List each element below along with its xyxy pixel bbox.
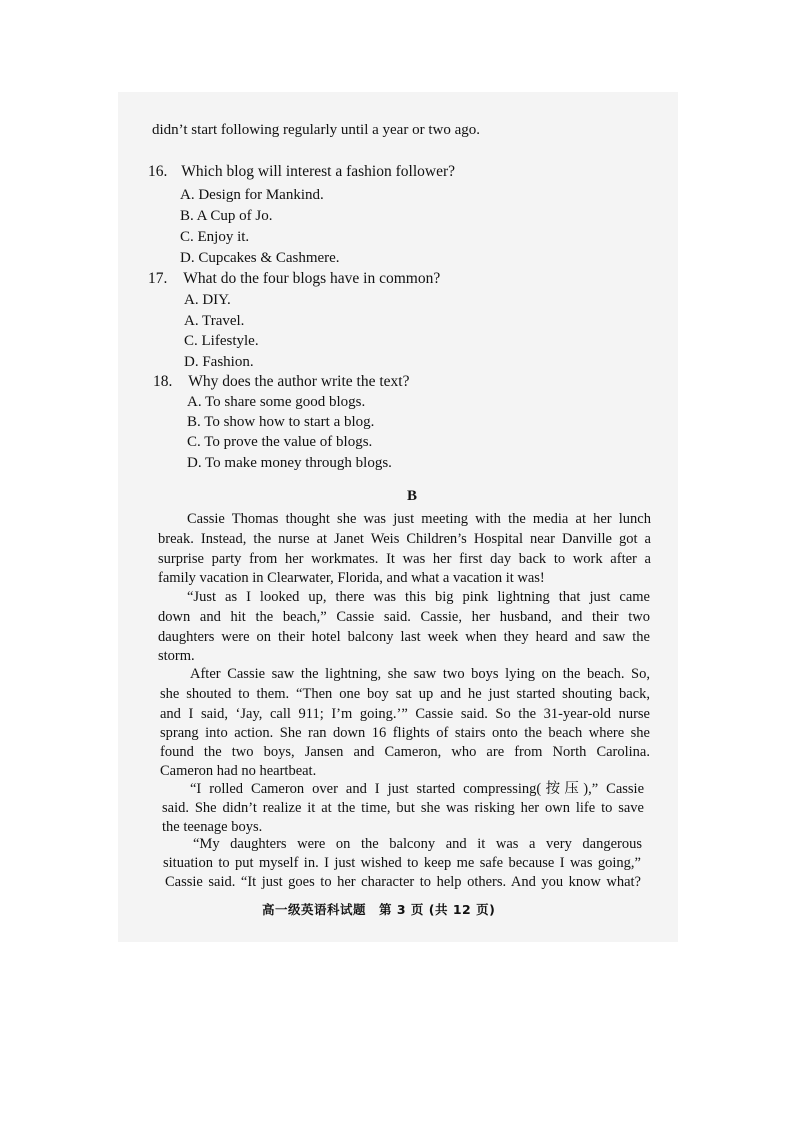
passage-line: down and hit the beach,” Cassie said. Cassie, her husband, and their two bbox=[158, 609, 650, 625]
passage-line: said. She didn’t realize it at the time, but she was risking her own life to save bbox=[162, 800, 644, 816]
passage-line: she shouted to them. “Then one boy sat up and he just started shouting back, bbox=[160, 686, 650, 702]
passage-line: situation to put myself in. I just wished to keep me safe because I was going,” bbox=[163, 855, 641, 871]
passage-line: Cassie Thomas thought she was just meeting with the media at her lunch bbox=[187, 511, 651, 527]
question-stem: Why does the author write the text? bbox=[188, 373, 410, 390]
question-number: 17. bbox=[148, 270, 168, 287]
passage-line: sprang into action. She ran down 16 flights of stairs onto the beach where she bbox=[160, 725, 650, 741]
option-18-a: A. To share some good blogs. bbox=[187, 394, 366, 410]
passage-line: and I said, ‘Jay, call 911; I’m going.’” Cassie said. So the 31-year-old nurse bbox=[160, 706, 650, 722]
passage-line: “Just as I looked up, there was this big pink lightning that just came bbox=[187, 589, 650, 605]
question-stem: What do the four blogs have in common? bbox=[183, 270, 441, 287]
passage-line: break. Instead, the nurse at Janet Weis Children’s Hospital near Danville got a bbox=[158, 531, 651, 547]
passage-line: surprise party from her workmates. It was her first day back to work after a bbox=[158, 551, 651, 567]
continuation-line: didn’t start following regularly until a year or two ago. bbox=[152, 122, 480, 138]
passage-line: After Cassie saw the lightning, she saw two boys lying on the beach. So, bbox=[190, 666, 650, 682]
option-18-d: D. To make money through blogs. bbox=[187, 455, 392, 471]
passage-line: family vacation in Clearwater, Florida, and what a vacation it was! bbox=[158, 570, 545, 586]
passage-line: daughters were on their hotel balcony last week when they heard and saw the bbox=[158, 629, 650, 645]
passage-line: “My daughters were on the balcony and it was a very dangerous bbox=[193, 836, 642, 852]
option-17-b: A. Travel. bbox=[184, 313, 245, 329]
option-18-c: C. To prove the value of blogs. bbox=[187, 434, 373, 450]
option-17-c: C. Lifestyle. bbox=[184, 333, 259, 349]
question-stem: Which blog will interest a fashion follower? bbox=[181, 163, 456, 180]
question-17 bbox=[148, 269, 440, 289]
option-18-b: B. To show how to start a blog. bbox=[187, 414, 375, 430]
option-17-d: D. Fashion. bbox=[184, 354, 254, 370]
passage-line: Cameron had no heartbeat. bbox=[160, 763, 317, 779]
option-17-a: A. DIY. bbox=[184, 292, 231, 308]
option-16-a: A. Design for Mankind. bbox=[180, 187, 324, 203]
passage-line: found the two boys, Jansen and Cameron, who are from North Carolina. bbox=[160, 744, 650, 760]
option-16-c: C. Enjoy it. bbox=[180, 229, 250, 245]
question-number: 16. bbox=[148, 163, 168, 180]
passage-line: Cassie said. “It just goes to her character to help others. And you know what? bbox=[165, 874, 641, 890]
question-number: 18. bbox=[153, 373, 173, 390]
passage-line: “I rolled Cameron over and I just started compressing(按压),” Cassie bbox=[190, 781, 644, 797]
section-title: B bbox=[406, 488, 417, 504]
page-footer: 高一级英语科试题 第 3 页 (共 12 页) bbox=[262, 902, 496, 917]
option-16-b: B. A Cup of Jo. bbox=[180, 208, 273, 224]
question-18 bbox=[153, 372, 409, 392]
question-16 bbox=[148, 162, 455, 182]
passage-line: storm. bbox=[158, 648, 195, 664]
passage-line: the teenage boys. bbox=[162, 819, 263, 835]
option-16-d: D. Cupcakes & Cashmere. bbox=[180, 250, 340, 266]
